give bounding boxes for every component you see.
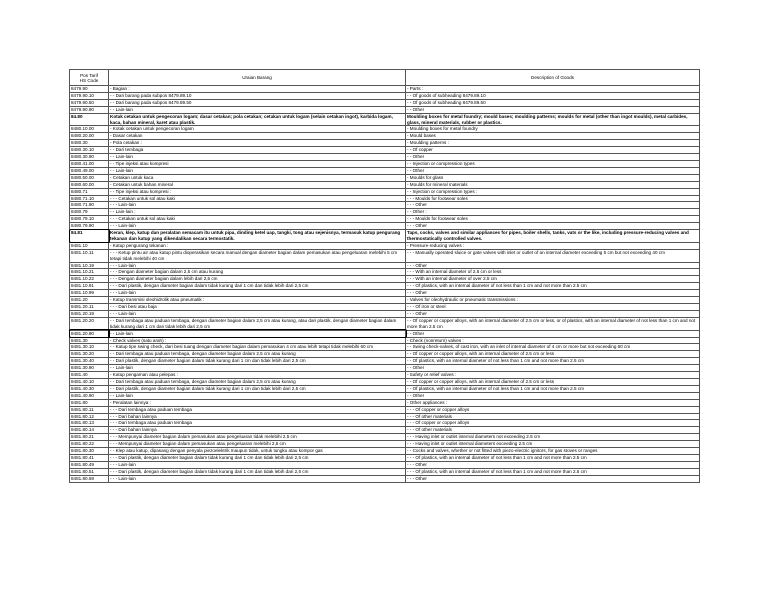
description-cell: - - Other bbox=[406, 365, 700, 372]
hs-code-cell: 8479.90.10 bbox=[70, 92, 109, 99]
table-row bbox=[70, 297, 700, 304]
uraian-cell: - - - Lain-lain bbox=[109, 223, 406, 230]
table-row bbox=[70, 475, 700, 482]
table-row bbox=[70, 276, 700, 283]
uraian-cell: - - - Lain-lain bbox=[109, 262, 406, 269]
description-cell: - - - Of other materials bbox=[406, 427, 700, 434]
uraian-cell: - Bagian : bbox=[109, 86, 406, 93]
hs-code-cell: 8481.10 bbox=[70, 242, 109, 249]
table-row bbox=[70, 202, 700, 209]
uraian-cell: - - - Mempunyai diameter bagian dalam pemasukan atau pengeluaran tidak melebihi 2,5 cm bbox=[109, 434, 406, 441]
hs-code-cell: 8481.40 bbox=[70, 372, 109, 379]
table-row bbox=[70, 448, 700, 455]
description-cell: - - - Of iron or steel bbox=[406, 304, 700, 311]
table-row bbox=[70, 174, 700, 181]
uraian-cell: - - Dari barang pada subpos 8479.89.10 bbox=[109, 92, 406, 99]
hs-code-cell: 84.81 bbox=[70, 230, 109, 243]
uraian-cell: - Katup pengaman atau pelepas : bbox=[109, 372, 406, 379]
description-cell: - - - Other bbox=[406, 202, 700, 209]
description-cell: - - Of copper or copper alloys, with an internal diameter of 2.5 cm or less bbox=[406, 378, 700, 385]
description-cell: - - - Moulds for footwear soles bbox=[406, 216, 700, 223]
hs-code-cell: 8480.71 bbox=[70, 188, 109, 195]
description-cell: - Mould bases bbox=[406, 133, 700, 140]
table-row bbox=[70, 154, 700, 161]
uraian-cell: - Kotak cetakan untuk pengecoran logam bbox=[109, 126, 406, 133]
uraian-cell: - - - Ketup pintu air atau katup pintu dioperasikan secara manual dengan diameter bagian dalam pemasukan atau pengeluaran melebihi 5 cm tetapi tidak melebihi 40 cm bbox=[109, 249, 406, 262]
header-description: Description of Goods bbox=[406, 70, 700, 86]
hs-code-cell: 8480.79.10 bbox=[70, 216, 109, 223]
tariff-table bbox=[69, 69, 700, 483]
description-cell: - - Other bbox=[406, 330, 700, 337]
description-cell: - Valves for oleohydraulic or pneumatic transmissions : bbox=[406, 297, 700, 304]
hs-code-cell: 8481.20.19 bbox=[70, 310, 109, 317]
hs-code-cell: 8480.79.90 bbox=[70, 223, 109, 230]
table-row bbox=[70, 133, 700, 140]
table-row bbox=[70, 269, 700, 276]
hs-code-cell: 8481.20.11 bbox=[70, 304, 109, 311]
uraian-cell: - - - Dari tembaga atau paduan tembaga bbox=[109, 406, 406, 413]
description-cell: - - Other bbox=[406, 167, 700, 174]
hs-code-cell: 8481.30 bbox=[70, 337, 109, 344]
table-row bbox=[70, 304, 700, 311]
uraian-cell: Keran, klep, katup dan peralatan semacam itu untuk pipa, dinding ketel uap, tangki, tong atau sejenisnya, termasuk katup pengurang tekanan dan katup yang dikendalikan secara termostatik. bbox=[109, 230, 406, 243]
description-cell: - - - Other bbox=[406, 461, 700, 468]
description-cell: - Moulds for glass bbox=[406, 174, 700, 181]
hs-code-cell: 8481.80.12 bbox=[70, 413, 109, 420]
table-row bbox=[70, 99, 700, 106]
table-row bbox=[70, 351, 700, 358]
description-cell: - Moulding patterns : bbox=[406, 140, 700, 147]
table-header-row bbox=[70, 70, 700, 86]
description-cell: Taps, cocks, valves and similar appliances for pipes, boiler shells, tanks, vats or the like, including pressure-reducing valves and thermostatically controlled valves. bbox=[406, 230, 700, 243]
table-row bbox=[70, 358, 700, 365]
uraian-cell: - - Lain-lain : bbox=[109, 209, 406, 216]
hs-code-cell: 8481.80.13 bbox=[70, 420, 109, 427]
table-row bbox=[70, 209, 700, 216]
hs-code-cell: 8480.30 bbox=[70, 140, 109, 147]
hs-code-cell: 8481.30.90 bbox=[70, 365, 109, 372]
table-row bbox=[70, 230, 700, 243]
table-row bbox=[70, 216, 700, 223]
uraian-cell: - - Katup tipe swing check, dari besi tuang dengan diameter bagian dalam pemasukan 4 cm atau lebih tetapi tidak melebihi 60 cm bbox=[109, 344, 406, 351]
hs-code-cell: 8480.30.10 bbox=[70, 147, 109, 154]
hs-code-cell: 84.80 bbox=[70, 113, 109, 126]
description-cell: - - Injection or compression types : bbox=[406, 188, 700, 195]
hs-code-cell: 8481.10.21 bbox=[70, 269, 109, 276]
description-cell: - Check (nonreturn) valves : bbox=[406, 337, 700, 344]
description-cell: - - Of copper or copper alloys, with an internal diameter of 2.5 cm or less bbox=[406, 351, 700, 358]
uraian-cell: - Katup pengurang tekanan : bbox=[109, 242, 406, 249]
table-row bbox=[70, 242, 700, 249]
table-row bbox=[70, 262, 700, 269]
table-row bbox=[70, 113, 700, 126]
description-cell: - - - Of plastics, with an internal diameter of not less than 1 cm and not more than 2.5 cm bbox=[406, 283, 700, 290]
uraian-cell: - - - Lain-lain bbox=[109, 202, 406, 209]
table-row bbox=[70, 249, 700, 262]
table-row bbox=[70, 372, 700, 379]
description-cell: - Parts : bbox=[406, 86, 700, 93]
uraian-cell: - - Lain-lain bbox=[109, 167, 406, 174]
uraian-cell: - Peralatan lainnya : bbox=[109, 399, 406, 406]
table-row bbox=[70, 413, 700, 420]
hs-code-cell: 8481.20 bbox=[70, 297, 109, 304]
description-cell: - Pressure-reducing valves : bbox=[406, 242, 700, 249]
hs-code-cell: 8480.20.00 bbox=[70, 133, 109, 140]
table-row bbox=[70, 427, 700, 434]
hs-code-cell: 8481.80.49 bbox=[70, 461, 109, 468]
hs-code-cell: 8481.10.22 bbox=[70, 276, 109, 283]
description-cell: - - - Other bbox=[406, 262, 700, 269]
table-row bbox=[70, 454, 700, 461]
table-row bbox=[70, 126, 700, 133]
table-row bbox=[70, 283, 700, 290]
table-row bbox=[70, 468, 700, 475]
description-cell: - - Cocks and valves, whether or not fitted with piezo-electric ignitors, for gas stoves or ranges bbox=[406, 448, 700, 455]
table-row bbox=[70, 406, 700, 413]
uraian-cell: - - Lain-lain bbox=[109, 106, 406, 113]
hs-code-cell: 8481.80.41 bbox=[70, 454, 109, 461]
table-row bbox=[70, 344, 700, 351]
description-cell: - - Other : bbox=[406, 209, 700, 216]
uraian-cell: - - - Lain-lain bbox=[109, 461, 406, 468]
description-cell: - - Other bbox=[406, 154, 700, 161]
description-cell: - - - Manually operated sluice or gate valves with inlet or outlet of an internal diameter exceeding 5 cm but not exceeding 40 cm bbox=[406, 249, 700, 262]
table-row bbox=[70, 92, 700, 99]
description-cell: - - - Of plastics, with an internal diameter of not less than 1 cm and not more than 2.5 cm bbox=[406, 468, 700, 475]
uraian-cell: - - Lain-lain bbox=[109, 392, 406, 399]
table-row bbox=[70, 434, 700, 441]
uraian-cell: - Cetakan untuk bahan mineral bbox=[109, 181, 406, 188]
hs-code-cell: 8480.49.00 bbox=[70, 167, 109, 174]
hs-code-cell: 8481.30.40 bbox=[70, 358, 109, 365]
description-cell: - - - Other bbox=[406, 223, 700, 230]
table-row bbox=[70, 181, 700, 188]
hs-code-cell: 8481.80.51 bbox=[70, 468, 109, 475]
uraian-cell: - - Dari tembaga atau paduan tembaga, dengan diameter bagian dalam 2,5 cm atau kurang, atau dari plastik, dengan diameter bagian dalam tidak kurang dari 1 cm dan tidak lebih dari 2,5 cm bbox=[109, 317, 406, 330]
uraian-cell: - Katup transmisi oleohidrolik atau pneumatik : bbox=[109, 297, 406, 304]
uraian-cell: Kotak cetakan untuk pengecoran logam; dasar cetakan; pola cetakan; cetakan untuk logam (selain cetakan ingot), karbida logam, kaca, bahan mineral, karet atau plastik. bbox=[109, 113, 406, 126]
description-cell: - - Of plastics, with an internal diameter of not less than 1 cm and not more than 2.5 cm bbox=[406, 385, 700, 392]
table-row bbox=[70, 195, 700, 202]
uraian-cell: - - - Dari plastik, dengan diameter bagian dalam tidak kurang dari 1 cm dan tidak lebih dari 2,5 cm bbox=[109, 283, 406, 290]
hs-code-cell: 8481.80.22 bbox=[70, 441, 109, 448]
table-row bbox=[70, 365, 700, 372]
hs-code-cell: 8480.79 bbox=[70, 209, 109, 216]
table-row bbox=[70, 223, 700, 230]
table-row bbox=[70, 188, 700, 195]
uraian-cell: - - - Cetakan untuk sol atau kaki bbox=[109, 216, 406, 223]
table-row bbox=[70, 385, 700, 392]
hs-code-cell: 8481.30.20 bbox=[70, 351, 109, 358]
hs-code-cell: 8481.80.30 bbox=[70, 448, 109, 455]
table-row bbox=[70, 290, 700, 297]
hs-code-cell: 8481.30.10 bbox=[70, 344, 109, 351]
hs-code-cell: 8479.90.90 bbox=[70, 106, 109, 113]
hs-code-cell: 8480.60.00 bbox=[70, 181, 109, 188]
description-cell: - - Other bbox=[406, 106, 700, 113]
uraian-cell: - - - Lain-lain bbox=[109, 290, 406, 297]
table-row bbox=[70, 317, 700, 330]
description-cell: - - Other bbox=[406, 392, 700, 399]
uraian-cell: - Pola cetakan : bbox=[109, 140, 406, 147]
uraian-cell: - - Tipe injeksi atau kompresi bbox=[109, 160, 406, 167]
hs-code-cell: 8479.90 bbox=[70, 86, 109, 93]
table-row bbox=[70, 140, 700, 147]
description-cell: - - - Of copper or copper alloys bbox=[406, 420, 700, 427]
hs-code-cell: 8481.80.11 bbox=[70, 406, 109, 413]
description-cell: - - Swing check-valves, of cast iron, with an inlet of internal diameter of 4 cm or more but not exceeding 60 cm bbox=[406, 344, 700, 351]
uraian-cell: - - Dari barang pada subpos 8479.89.50 bbox=[109, 99, 406, 106]
header-hs-code: Pos Tarif HS Code bbox=[70, 70, 109, 86]
uraian-cell: - - Dari tembaga bbox=[109, 147, 406, 154]
hs-code-cell: 8480.30.90 bbox=[70, 154, 109, 161]
description-cell: - Moulding boxes for metal foundry bbox=[406, 126, 700, 133]
uraian-cell: - - - Dengan diameter bagian dalam 2,5 cm atau kurang bbox=[109, 269, 406, 276]
uraian-cell: - - - Lain-lain bbox=[109, 475, 406, 482]
uraian-cell: - Check valves (satu arah) : bbox=[109, 337, 406, 344]
table-row bbox=[70, 399, 700, 406]
description-cell: - - - With an internal diameter of 2.5 cm or less bbox=[406, 269, 700, 276]
description-cell: - - Of copper bbox=[406, 147, 700, 154]
uraian-cell: - - Lain-lain bbox=[109, 365, 406, 372]
table-row bbox=[70, 106, 700, 113]
description-cell: - - - Other bbox=[406, 290, 700, 297]
table-row bbox=[70, 330, 700, 337]
description-cell: - - Of goods of subheading 8479.89.10 bbox=[406, 92, 700, 99]
uraian-cell: - Dasar cetakan bbox=[109, 133, 406, 140]
description-cell: - Safety or relief valves : bbox=[406, 372, 700, 379]
uraian-cell: - - - Cetakan untuk sol atau kaki bbox=[109, 195, 406, 202]
description-cell: - Moulds for mineral materials bbox=[406, 181, 700, 188]
table-row bbox=[70, 160, 700, 167]
uraian-cell: - - Dari tembaga atau paduan tembaga, dengan diameter bagian dalam 2,5 cm atau kurang bbox=[109, 351, 406, 358]
table-row bbox=[70, 147, 700, 154]
table-row bbox=[70, 378, 700, 385]
uraian-cell: - - Lain-lain bbox=[109, 154, 406, 161]
description-cell: - - - Of other materials bbox=[406, 413, 700, 420]
hs-code-cell: 8479.90.50 bbox=[70, 99, 109, 106]
uraian-cell: - - Lain-lain bbox=[109, 330, 406, 337]
uraian-cell: - - - Dari besi atau baja bbox=[109, 304, 406, 311]
uraian-cell: - - - Dari tembaga atau paduan tembaga bbox=[109, 420, 406, 427]
hs-code-cell: 8481.40.10 bbox=[70, 378, 109, 385]
hs-code-cell: 8481.10.99 bbox=[70, 290, 109, 297]
hs-code-cell: 8480.10.00 bbox=[70, 126, 109, 133]
hs-code-cell: 8480.41.00 bbox=[70, 160, 109, 167]
description-cell: - - - Of copper or copper alloys bbox=[406, 406, 700, 413]
uraian-cell: - - - Dengan diameter bagian dalam lebih dari 2,5 cm bbox=[109, 276, 406, 283]
description-cell: - - - Moulds for footwear soles bbox=[406, 195, 700, 202]
description-cell: - - - Having inlet or outlet internal diameters not exceeding 2.5 cm bbox=[406, 434, 700, 441]
description-cell: - - - Of plastics, with an internal diameter of not less than 1 cm and not more than 2.5 cm bbox=[406, 454, 700, 461]
table-body bbox=[70, 86, 700, 483]
hs-code-cell: 8481.80.59 bbox=[70, 475, 109, 482]
header-uraian-barang: Uraian Barang bbox=[109, 70, 406, 86]
description-cell: - - Of copper or copper alloys, with an internal diameter of 2.5 cm or less, or of plastics, with an internal diameter of not less than 1 cm and not more than 2.5 cm bbox=[406, 317, 700, 330]
description-cell: - - - With an internal diameter of over 2.5 cm bbox=[406, 276, 700, 283]
uraian-cell: - - Dari plastik, dengan diameter bagian dalam tidak kurang dari 1 cm dan tidak lebih dari 2,5 cm bbox=[109, 385, 406, 392]
table-row bbox=[70, 310, 700, 317]
uraian-cell: - - - Dari bahan lainnya bbox=[109, 427, 406, 434]
table-row bbox=[70, 441, 700, 448]
hs-code-cell: 8481.20.90 bbox=[70, 330, 109, 337]
description-cell: - - Injection or compression types bbox=[406, 160, 700, 167]
uraian-cell: - - - Mempunyai diameter bagian dalam pemasukan atau pengeluaran melebihi 2,5 cm bbox=[109, 441, 406, 448]
hs-code-cell: 8481.40.30 bbox=[70, 385, 109, 392]
hs-code-cell: 8481.80.21 bbox=[70, 434, 109, 441]
uraian-cell: - - Dari plastik, dengan diameter bagian dalam tidak kurang dari 1 cm dan tidak lebih dari 2,5 cm bbox=[109, 358, 406, 365]
table-row bbox=[70, 420, 700, 427]
uraian-cell: - - - Lain-lain bbox=[109, 310, 406, 317]
table-row bbox=[70, 86, 700, 93]
uraian-cell: - - - Dari plastik, dengan diameter bagian dalam tidak kurang dari 1 cm dan tidak lebih dari 2,5 cm bbox=[109, 454, 406, 461]
description-cell: Moulding boxes for metal foundry; mould bases; moulding patterns; moulds for metal (other than ingot moulds), metal carbides, glass, mineral materials, rubber or plastics. bbox=[406, 113, 700, 126]
description-cell: - - - Other bbox=[406, 475, 700, 482]
table-row bbox=[70, 167, 700, 174]
hs-code-cell: 8481.10.11 bbox=[70, 249, 109, 262]
description-cell: - - Of goods of subheading 8479.89.50 bbox=[406, 99, 700, 106]
description-cell: - - - Other bbox=[406, 310, 700, 317]
uraian-cell: - Cetakan untuk kaca bbox=[109, 174, 406, 181]
hs-code-cell: 8481.40.90 bbox=[70, 392, 109, 399]
hs-code-cell: 8480.50.00 bbox=[70, 174, 109, 181]
tariff-table-page bbox=[69, 69, 699, 483]
table-row bbox=[70, 461, 700, 468]
hs-code-cell: 8481.80.14 bbox=[70, 427, 109, 434]
uraian-cell: - - Tipe injeksi atau kompresi : bbox=[109, 188, 406, 195]
hs-code-cell: 8481.10.91 bbox=[70, 283, 109, 290]
hs-code-cell: 8480.71.90 bbox=[70, 202, 109, 209]
hs-code-cell: 8480.71.10 bbox=[70, 195, 109, 202]
description-cell: - - Of plastics, with an internal diameter of not less than 1 cm and not more than 2.5 cm bbox=[406, 358, 700, 365]
table-row bbox=[70, 337, 700, 344]
uraian-cell: - - - Dari bahan lainnya bbox=[109, 413, 406, 420]
hs-code-cell: 8481.20.20 bbox=[70, 317, 109, 330]
uraian-cell: - - Dari tembaga atau paduan tembaga, dengan diameter bagian dalam 2,5 cm atau kurang bbox=[109, 378, 406, 385]
description-cell: - Other appliances : bbox=[406, 399, 700, 406]
uraian-cell: - - - Dari plastik, dengan diameter bagian dalam tidak kurang dari 1 cm dan tidak lebih dari 2,5 cm bbox=[109, 468, 406, 475]
description-cell: - - - Having inlet or outlet internal diameters exceeding 2.5 cm bbox=[406, 441, 700, 448]
hs-code-cell: 8481.10.19 bbox=[70, 262, 109, 269]
hs-code-cell: 8481.80 bbox=[70, 399, 109, 406]
uraian-cell: - - Klep atau katup, dipasang dengan penyala piezoelektrik maupun tidak, untuk tungku atau kompor gas bbox=[109, 448, 406, 455]
table-row bbox=[70, 392, 700, 399]
